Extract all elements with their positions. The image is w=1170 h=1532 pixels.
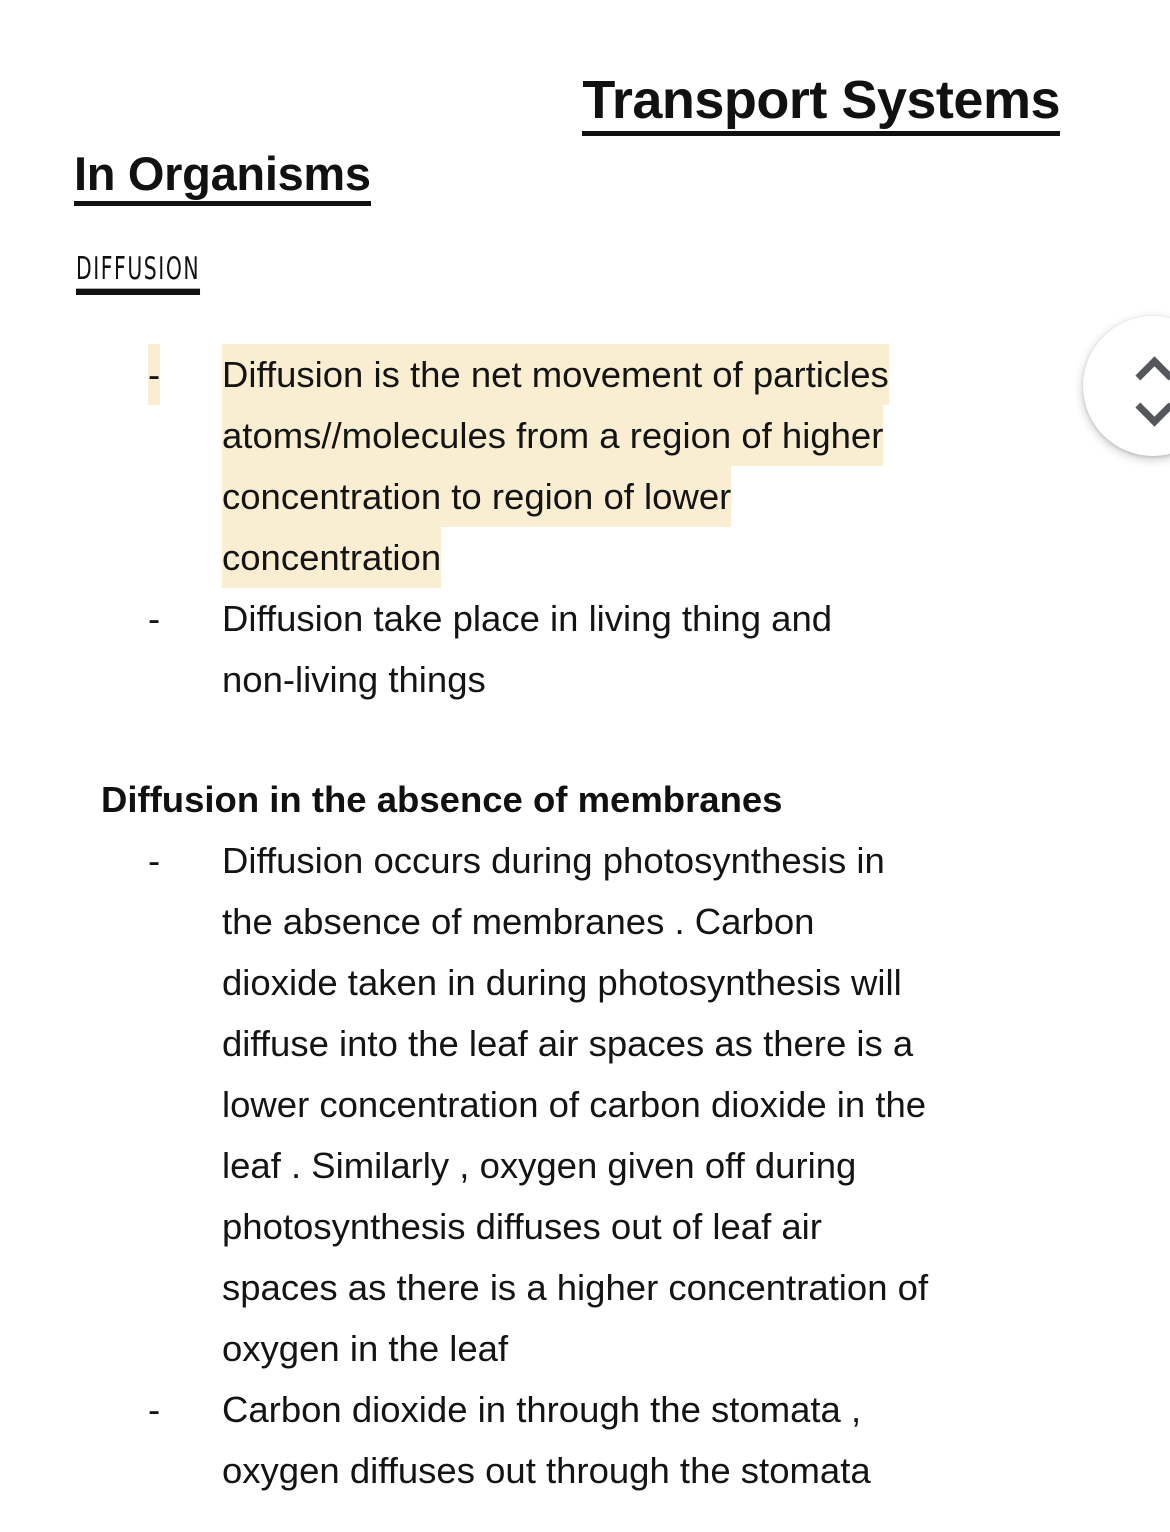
text-line: Diffusion occurs during photosynthesis in [222,840,885,881]
page-title-line-2-text: In Organisms [74,149,371,205]
text-line: Diffusion take place in living thing and [222,598,833,639]
text-line: oxygen in the leaf [222,1328,509,1369]
text-line: oxygen diffuses out through the stomata [222,1450,871,1491]
list-item-text [222,344,1082,588]
bullet-marker: - [148,1389,161,1430]
text-line: spaces as there is a higher concentration of [222,1267,929,1308]
paragraph-spacer [0,710,1170,769]
bullet-marker: - [148,344,160,405]
notes-body [0,344,1170,1501]
list-item [0,588,1170,710]
chevron-down-icon[interactable] [1136,394,1170,413]
bullet-marker: - [148,598,161,639]
text-line: atoms//molecules from a region of higher [222,405,883,466]
page-title-line-1 [0,72,1060,136]
text-line: dioxide taken in during photosynthesis will [222,962,902,1003]
text-line: the absence of membranes . Carbon [222,901,815,942]
text-line: lower concentration of carbon dioxide in the [222,1084,927,1125]
text-line: Carbon dioxide in through the stomata , [222,1389,862,1430]
list-item-text [222,830,1082,1379]
page-title-line-1-text: Transport Systems [582,72,1060,136]
section-heading-diffusion [76,238,201,295]
section-heading-text: diffusion [76,242,200,295]
list-item-text [222,1379,1082,1501]
list-item [0,1379,1170,1501]
list-item [0,344,1170,588]
text-line: non-living things [222,659,486,700]
list-item [0,830,1170,1379]
bullet-marker: - [148,840,161,881]
text-line: leaf . Similarly , oxygen given off during [222,1145,857,1186]
text-line: concentration [222,527,441,588]
chevron-up-icon[interactable] [1136,359,1170,378]
subsection-heading: Diffusion in the absence of membranes [101,779,783,820]
text-line: photosynthesis diffuses out of leaf air [222,1206,822,1247]
list-item-text [222,588,1082,710]
page-title-line-2 [74,149,371,205]
text-line: Diffusion is the net movement of particles [222,344,889,405]
text-line: concentration to region of lower [222,466,731,527]
text-line: diffuse into the leaf air spaces as there is a [222,1023,914,1064]
